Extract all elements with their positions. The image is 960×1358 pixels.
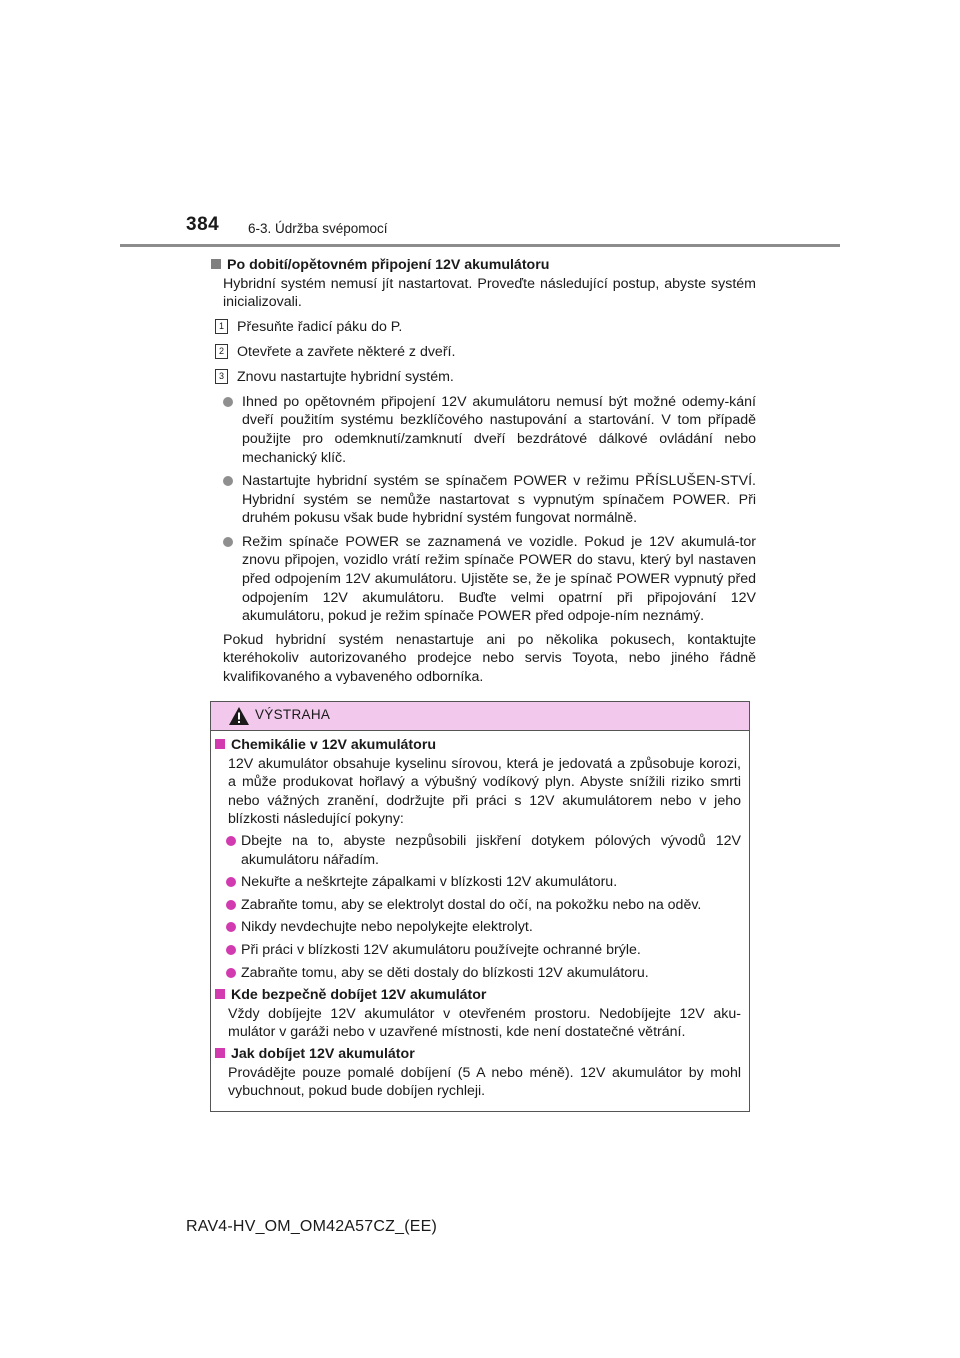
note-bullet (210, 472, 756, 528)
warning-paragraph: 12V akumulátor obsahuje kyselinu sírovou, která je jedovatá a způsobuje korozi, a může produkovat hořlavý a výbušný vodíkový plyn. Abyste snížili riziko smrti nebo vážných zranění, dodržujte při práci s 12V akumulátorem nebo v jeho blízkosti následující pokyny: (228, 755, 741, 828)
note-text: Ihned po opětovném připojení 12V akumulátoru nemusí být možné odemy-kání dveří použitím systému bezklíčového nastupování a startování. V tom případě použijte pro odemknutí/zamknutí dveří bezdrátové dálkové ovládání nebo mechanický klíč. (242, 393, 756, 466)
step-text: Otevřete a zavřete některé z dveří. (237, 343, 456, 360)
circle-bullet-icon (226, 922, 236, 932)
circle-bullet-icon (226, 945, 236, 955)
warning-section-heading-text: Jak dobíjet 12V akumulátor (231, 1045, 415, 1062)
warning-section-heading (215, 736, 741, 755)
warning-bullet-text: Dbejte na to, abyste nezpůsobili jiskření dotykem pólových vývodů 12V akumulátoru nářadím. (241, 832, 741, 868)
circle-bullet-icon (223, 476, 233, 486)
warning-header (211, 702, 749, 731)
note-text: Nastartujte hybridní systém se spínačem POWER v režimu PŘÍSLUŠEN-STVÍ. Hybridní systém se nemůže nastartovat s vypnutým spínačem POWER. Při druhém pokusu však bude hybridní systém fungovat normálně. (242, 473, 756, 527)
warning-section-heading-text: Kde bezpečně dobíjet 12V akumulátor (231, 987, 487, 1004)
circle-bullet-icon (226, 968, 236, 978)
step-text: Znovu nastartujte hybridní systém. (237, 368, 454, 385)
page-header (0, 0, 960, 250)
step-number-badge: 3 (215, 369, 228, 384)
warning-section-heading-text: Chemikálie v 12V akumulátoru (231, 737, 437, 753)
warning-box (210, 701, 750, 1112)
section-heading (210, 256, 756, 275)
document-code: RAV4-HV_OM_OM42A57CZ_(EE) (186, 1218, 437, 1235)
square-bullet-icon (215, 739, 225, 749)
circle-bullet-icon (226, 836, 236, 846)
step-item (215, 368, 756, 387)
warning-label: VÝSTRAHA (255, 707, 331, 722)
step-text: Přesuňte řadicí páku do P. (237, 318, 403, 335)
main-content (210, 256, 756, 687)
square-bullet-icon (215, 989, 225, 999)
warning-bullet (215, 964, 741, 983)
warning-bullet (215, 832, 741, 869)
warning-paragraph: Vždy dobíjejte 12V akumulátor v otevřeném prostoru. Nedobíjejte 12V aku-mulátor v garáži nebo v uzavřené místnosti, kde není dostatečné větrání. (228, 1005, 741, 1041)
warning-section-heading (215, 1045, 741, 1064)
circle-bullet-icon (223, 537, 233, 547)
note-bullet (210, 393, 756, 467)
warning-bullet (215, 918, 741, 937)
circle-bullet-icon (226, 877, 236, 887)
step-item (215, 318, 756, 337)
warning-bullet (215, 873, 741, 892)
warning-bullet-text: Při práci v blízkosti 12V akumulátoru používejte ochranné brýle. (241, 941, 641, 958)
step-list (210, 318, 756, 387)
step-number-badge: 1 (215, 319, 228, 334)
warning-bullet-text: Zabraňte tomu, aby se elektrolyt dostal do očí, na pokožku nebo na oděv. (241, 896, 702, 913)
warning-bullet (215, 941, 741, 960)
step-number-badge: 2 (215, 344, 228, 359)
circle-bullet-icon (226, 900, 236, 910)
circle-bullet-icon (223, 397, 233, 407)
intro-paragraph: Hybridní systém nemusí jít nastartovat. Proveďte následující postup, abyste systém inicializovali. (223, 275, 756, 311)
warning-section-heading (215, 986, 741, 1005)
warning-bullet (215, 896, 741, 915)
warning-body (211, 731, 749, 1101)
square-bullet-icon (211, 259, 221, 269)
warning-bullet-text: Zabraňte tomu, aby se děti dostaly do blízkosti 12V akumulátoru. (241, 964, 649, 981)
warning-bullet-text: Nikdy nevdechujte nebo nepolykejte elektrolyt. (241, 919, 533, 936)
section-heading-text: Po dobití/opětovném připojení 12V akumulátoru (227, 257, 550, 273)
header-divider (120, 244, 840, 247)
closing-paragraph: Pokud hybridní systém nenastartuje ani po několika pokusech, kontaktujte kteréhokoliv autorizovaného prodejce nebo servis Toyota, nebo jiného řádně kvalifikovaného a vybaveného odborníka. (223, 631, 756, 686)
square-bullet-icon (215, 1048, 225, 1058)
note-bullet (210, 533, 756, 626)
page-number: 384 (186, 214, 220, 235)
warning-bullet-text: Nekuřte a neškrtejte zápalkami v blízkosti 12V akumulátoru. (241, 874, 618, 891)
warning-paragraph: Provádějte pouze pomalé dobíjení (5 A nebo méně). 12V akumulátor by mohl vybuchnout, pokud bude dobíjen rychleji. (228, 1064, 741, 1100)
step-item (215, 343, 756, 362)
note-text: Režim spínače POWER se zaznamená ve vozidle. Pokud je 12V akumulá-tor znovu připojen, vozidlo vrátí režim spínače POWER do stavu, který byl nastaven před odpojením 12V akumulátoru. Ujistěte se, že je spínač POWER vypnutý před odpojením 12V akumulátoru. Buďte velmi opatrní při připojování 12V akumulátoru, pokud je režim spínače POWER před odpoje-ním neznámý. (242, 533, 756, 625)
section-title: 6-3. Údržba svépomocí (248, 221, 388, 236)
warning-triangle-icon (228, 706, 250, 726)
